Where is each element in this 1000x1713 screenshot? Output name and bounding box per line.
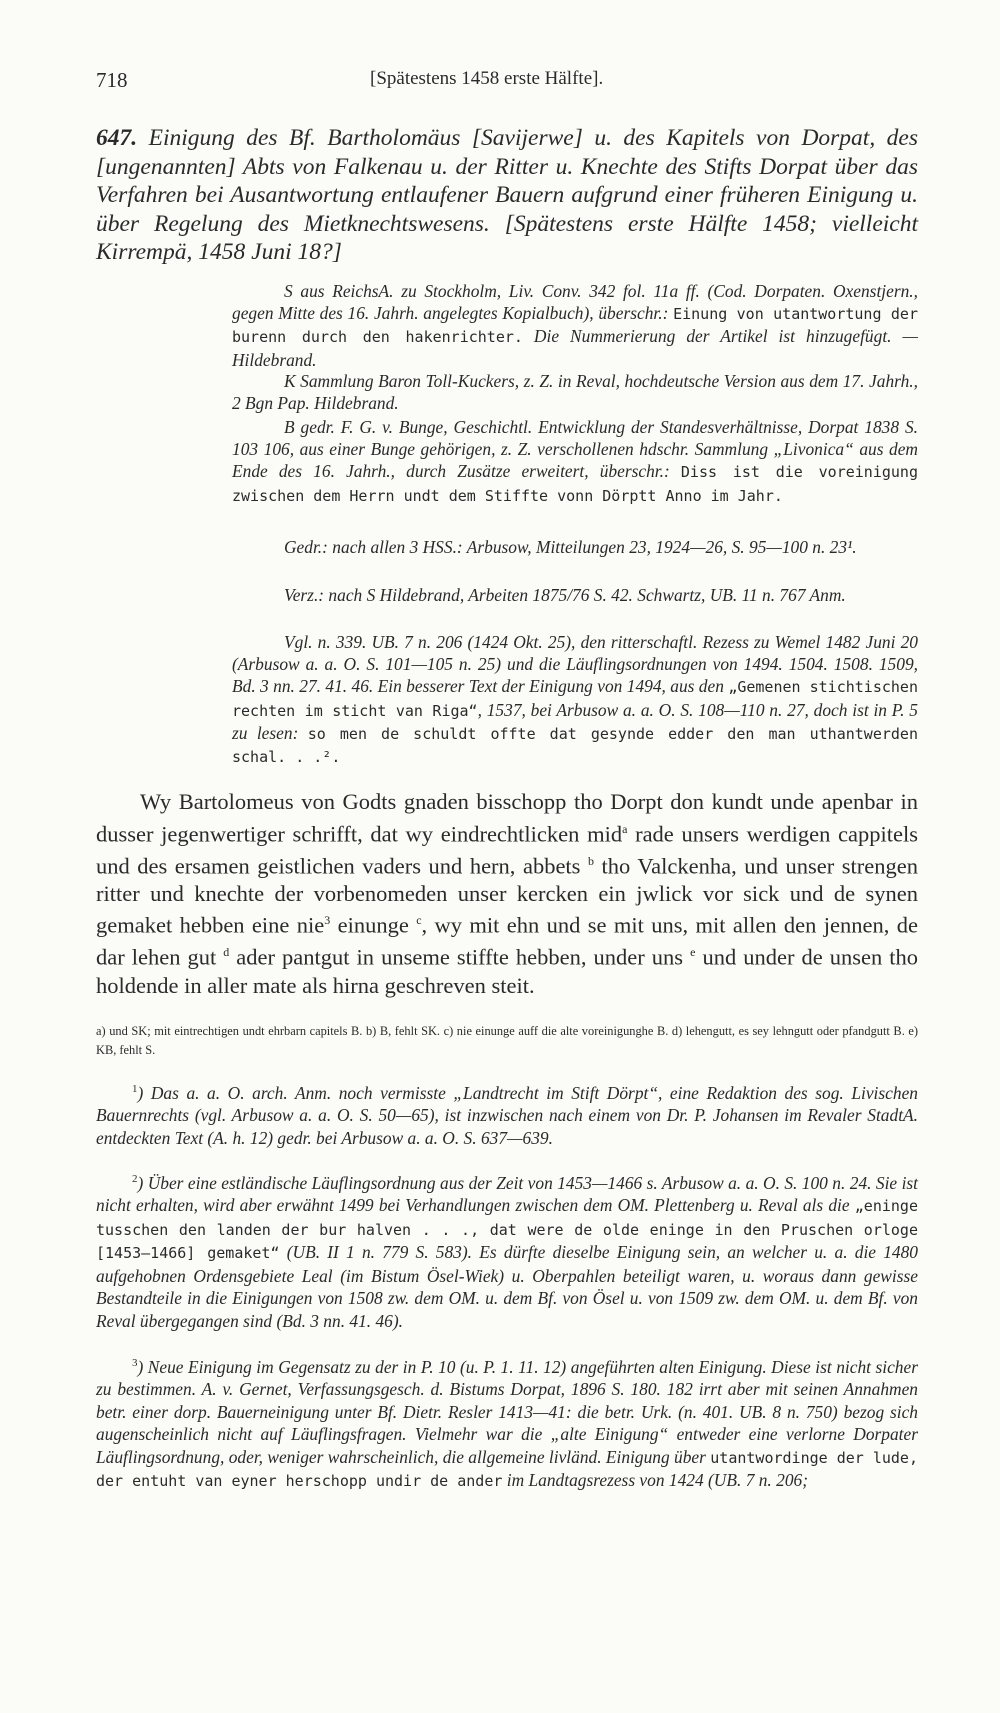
footnote-3-text: ) Neue Einigung im Gegensatz zu der in P. 10 (u. P. 1. 11. 12) angeführten alten Einigung. Diese ist nicht sicher zu bestimmen. A. v. Gernet, Verfassungsgesch. d. Bistums Dorpat, 1896 S. 180. 182 irrt aber mit seinen Annahmen betr. einer dorp. Bauerneinigung unter Bf. Dietr. Resler 1413—41: die betr. Urk. (n. 401. UB. 8 n. 750) bezog sich augenscheinlich nicht auf Läuflingsfragen. Vielmehr war die „alte Einigung“ entweder eine verlorne Dorpater Läuflingsordnung, oder, weniger wahrscheinlich, die allgemeine livländ. Einigung über (96, 1356, 918, 1467)
provenance-b-text: B gedr. F. G. v. Bunge, Geschichtl. Entwicklung der Standesverhältnisse, Dorpat 1838 S. 103 106, aus einer Bunge gehörigen, z. Z. verschollenen hdschr. Sammlung „Livonica“ aus dem Ende des 16. Jahrh., durch Zusätze erweitert, überschr.: (232, 417, 918, 482)
footnote-1-text: ) Das a. a. O. arch. Anm. noch vermisste „Landtrecht im Stift Dörpt“, eine Redaktion des sog. Livischen Bauernrechts (vgl. Arbusow a. a. O. S. 50—65), ist inzwischen nach einem von Dr. P. Johansen im Revaler StadtA. entdeckten Text (A. h. 12) gedr. bei Arbusow a. a. O. S. 637—639. (96, 1082, 918, 1148)
footnote-2-text2: (UB. II 1 n. 779 S. 583). Es dürfte dieselbe Einigung sein, an welcher u. a. die 1480 aufgehobnen Ordensgebiete Leal (im Bistum Ösel-Wiek) u. Oberpahlen beteiligt waren, u. woraus dann gewisse Bestandteile in die Einigungen von 1508 zw. dem OM. u. dem Bf. von Ösel u. von 1509 zw. dem OM. u. dem Bf. von Reval übergegangen sind (Bd. 3 nn. 41. 46). (96, 1242, 919, 1331)
charter-text-part: und under de unsen tho holdende in aller mate als hirna geschreven steit. (96, 944, 918, 998)
footnote-number: 2 (132, 1173, 138, 1185)
variant-marker: e (690, 945, 696, 960)
provenance-compare-text: Vgl. n. 339. UB. 7 n. 206 (1424 Okt. 25), den ritterschaftl. Rezess zu Wemel 1482 Juni 20 (Arbusow a. a. O. S. 101—105 n. 25) und die Läuflingsordnungen von 1494. 1504. 1508. 1509, Bd. 3 nn. 27. 41. 46. Ein besserer Text der Einigung von 1494, aus den (232, 632, 918, 697)
provenance-compare-quote2: so men de schuldt offte dat gesynde edder den man uthantwerden schal. . .². (232, 724, 918, 767)
provenance-source-k: K Sammlung Baron Toll-Kuckers, z. Z. in Reval, hochdeutsche Version aus dem 17. Jahrh., 2 Bgn Pap. Hildebrand. (232, 371, 918, 414)
document-title-text: Einigung des Bf. Bartholomäus [Savijerwe] u. des Kapitels von Dorpat, des [ungenannten] Abts von Falkenau u. der Ritter u. Knechte des Stifts Dorpat über das Verfahren bei Ausantwortung entlaufener Bauern aufgrund einer früheren Einigung u. über Regelung des Mietknechtswesens. [Spätestens erste Hälfte 1458; vielleicht Kirrempä, 1458 Juni 18?] (96, 125, 919, 265)
charter-text-part: einunge (330, 912, 409, 938)
charter-text-part: Wy Bartolomeus von Godts gnaden bisschopp tho Dorpt don kundt unde apenbar in dusser jegenwertiger schrifft, dat wy eindrechtlicken mid (96, 789, 918, 847)
running-title: [Spätestens 1458 erste Hälfte]. (370, 68, 604, 89)
variant-marker: a (622, 821, 628, 836)
footnote-3-text2: im Landtagsrezess von 1424 (UB. 7 n. 206; (502, 1470, 809, 1491)
footnote-marker: 3 (324, 913, 331, 928)
provenance-b-quote: Diss ist die voreinigung zwischen dem Herrn undt dem Stiffte vonn Dörptt Anno im Jahr. (232, 463, 918, 505)
footnote-1 (96, 1078, 918, 1149)
variant-apparatus: a) und SK; mit eintrechtigen undt ehrbarn capitels B. b) B, fehlt SK. c) nie einunge auff die alte voreinigunghe B. d) lehengutt, es sey lehngutt oder pfandgutt B. e) KB, fehlt S. (96, 1024, 918, 1058)
provenance-s-quote: Einung von utantwortung der burenn durch den hakenrichter. (232, 305, 918, 347)
page-number: 718 (96, 68, 128, 92)
document-title (96, 124, 918, 267)
provenance-s-text: S aus ReichsA. zu Stockholm, Liv. Conv. 342 fol. 11a ff. (Cod. Dorpaten. Oxenstjern., gegen Mitte des 16. Jahrh. angelegtes Kopialbuch), überschr.: (232, 281, 918, 324)
charter-text (96, 788, 918, 999)
variant-marker: b (587, 853, 594, 868)
provenance-printed: Gedr.: nach allen 3 HSS.: Arbusow, Mitteilungen 23, 1924—26, S. 95—100 n. 23¹. (284, 537, 857, 557)
provenance-register: Verz.: nach S Hildebrand, Arbeiten 1875/76 S. 42. Schwartz, UB. 11 n. 767 Anm. (284, 585, 846, 605)
provenance-compare (180, 631, 918, 768)
footnote-2 (96, 1168, 918, 1332)
provenance-compare-quote1: „Gemenen stichtischen rechten im sticht van Riga“ (232, 678, 918, 720)
footnote-3 (96, 1352, 918, 1493)
page-header (96, 68, 916, 98)
provenance-source-s (180, 280, 918, 371)
footnote-2-quote: „eninge tusschen den landen der bur halven . . ., dat were de olde eninge in den Pruschen orloge [1453—1466] gemaket“ (96, 1197, 918, 1263)
charter-text-part: ader pantgut in unseme stiffte hebben, under uns (229, 944, 684, 970)
variant-marker: d (223, 945, 230, 960)
charter-text-part: , wy mit ehn und se mit uns, mit allen den jennen, de dar lehen gut (96, 912, 918, 970)
footnote-number: 3 (132, 1357, 138, 1369)
footnote-number: 1 (132, 1083, 138, 1095)
charter-text-part: tho Valckenha, und unser strengen ritter und knechte der vorbenomeden unser kercken ein jwlick vor sick und de synen gemaket hebben eine nie (96, 853, 918, 938)
variant-marker: c (416, 913, 422, 928)
provenance-compare-text2: , 1537, bei Arbusow a. a. O. S. 108—110 n. 27, doch ist in P. 5 zu lesen: (232, 699, 918, 743)
footnote-2-text: ) Über eine estländische Läuflingsordnung aus der Zeit von 1453—1466 s. Arbusow a. a. O. S. 100 n. 24. Sie ist nicht erhalten, wird aber erwähnt 1499 bei Verhandlungen zwischen dem OM. Plettenberg u. Reval als die (96, 1172, 918, 1216)
provenance-source-b (180, 416, 918, 507)
footnote-3-quote: utantwordinge der lude, der entuht van eyner herschopp undir de ander (96, 1448, 918, 1491)
charter-text-part: rade unsers werdigen cappitels und des ersamen geistlichen vaders und hern, abbets (96, 821, 918, 879)
provenance-s-note: Die Nummerierung der Artikel ist hinzugefügt. — Hildebrand. (232, 326, 918, 370)
document-number: 647. (96, 125, 138, 151)
